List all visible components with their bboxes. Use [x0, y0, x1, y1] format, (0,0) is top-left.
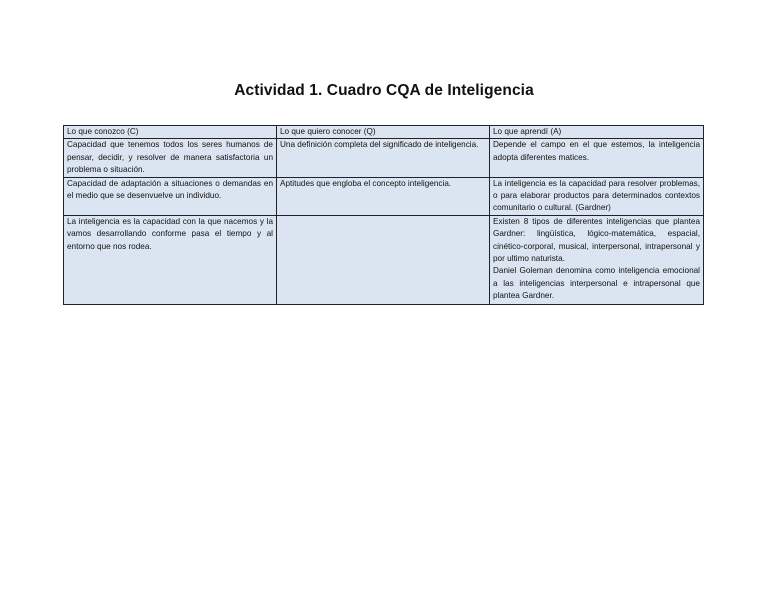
table-header-row [64, 126, 704, 139]
cell-conozco: Capacidad de adaptación a situaciones o demandas en el medio que se desenvuelve un individuo. [64, 177, 277, 215]
cell-conozco: Capacidad que tenemos todos los seres humanos de pensar, decidir, y resolver de manera satisfactoria un problema o situación. [64, 139, 277, 177]
cqa-table [63, 125, 704, 305]
header-lo-que-quiero-conocer: Lo que quiero conocer (Q) [277, 126, 490, 139]
table-row [64, 177, 704, 215]
cell-quiero-conocer: Aptitudes que engloba el concepto inteligencia. [277, 177, 490, 215]
cell-conozco: La inteligencia es la capacidad con la que nacemos y la vamos desarrollando conforme pasa el tiempo y al entorno que nos rodea. [64, 215, 277, 304]
table-row [64, 215, 704, 304]
cell-aprendi-paragraph-2: Daniel Goleman denomina como inteligencia emocional a las inteligencias interpersonal e intrapersonal que plantea Gardner. [493, 266, 700, 301]
page-title: Actividad 1. Cuadro CQA de Inteligencia [234, 82, 534, 99]
table-row [64, 139, 704, 177]
cell-aprendi: Depende el campo en el que estemos, la inteligencia adopta diferentes matices. [490, 139, 704, 177]
header-lo-que-aprendi: Lo que aprendí (A) [490, 126, 704, 139]
header-lo-que-conozco: Lo que conozco (C) [64, 126, 277, 139]
cell-aprendi-paragraph-1: Existen 8 tipos de diferentes inteligencias que plantea Gardner: lingüística, lógico-matemática, espacial, cinético-corporal, musical, interpersonal, intrapersonal y por ultimo naturista. [493, 216, 700, 264]
cell-aprendi: La inteligencia es la capacidad para resolver problemas, o para elaborar productos para determinados contextos comunitario o cultural. (Gardner) [490, 177, 704, 215]
cell-aprendi [490, 215, 704, 304]
cell-quiero-conocer [277, 215, 490, 304]
cell-quiero-conocer: Una definición completa del significado de inteligencia. [277, 139, 490, 177]
